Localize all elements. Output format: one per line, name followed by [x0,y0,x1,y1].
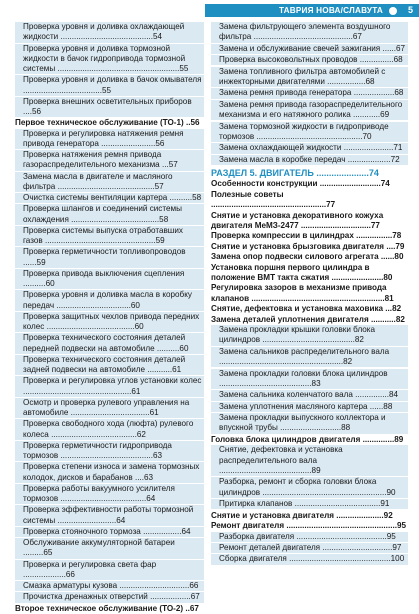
toc-entry-page: ...............68 [359,55,403,65]
toc-heading-entry [15,604,204,614]
toc-entry-page: ...................72 [347,154,400,164]
toc-entry [15,247,204,268]
toc-entry [15,193,204,203]
toc-entry-title: Полезные советы [211,189,284,199]
toc-entry-title: Проверка привода выключения сцепления [23,268,185,278]
toc-entry-title: Прочистка дренажных отверстий [23,592,148,602]
toc-entry-title: Осмотр и проверка рулевого управления на автомобиле [23,397,190,417]
toc-entry-title: Разборка, ремонт и сборка головки блока цилиндров [219,477,377,497]
toc-entry-page: ...57 [161,160,178,170]
page-number: 5 [407,5,413,15]
toc-entry-title: Очистка системы вентиляции картера [23,193,168,202]
toc-entry-title: Проверка системы выпуска отработавших газов [23,225,183,245]
toc-entry [15,172,204,193]
toc-entry-page: ...................................61 [70,408,159,417]
toc-entry-title: Проверка герметичности топливопроводов [23,247,186,257]
toc-entry-page: ...........82 [370,314,405,324]
toc-entry [15,44,204,75]
toc-entry [15,97,204,118]
toc-entry-page: .................................................95 [286,521,407,531]
toc-entry [211,445,408,476]
toc-entry-title: Проверка и регулировка света фар [23,559,157,569]
toc-entry-title: Замена сальников распределительного вала [219,346,390,356]
toc-entry-title: Проверка свободного хода (люфта) рулевого колеса [23,419,194,439]
toc-entry-page: ...................66 [23,569,75,579]
toc-entry-page: ...........................................................81 [251,293,394,303]
toc-entry [15,505,204,526]
toc-entry-page: ...82 [385,304,402,314]
toc-heading-entry [211,211,408,232]
toc-entry-title: Притирка клапанов [219,499,293,509]
toc-entry-page: ..................67 [150,592,200,602]
toc-entry [211,22,408,43]
toc-entry-title: Замена сальника коленчатого вала [219,390,353,400]
toc-entry-title: Установка поршня первого цилиндра в положение ВМТ такта сжатия [211,262,370,282]
toc-entry-title: Головка блока цилиндров двигателя [211,434,361,444]
toc-entry-title: Проверка высоковольтных проводов [219,55,358,65]
toc-entry-page: ...........61 [147,365,182,374]
toc-column-right [211,22,408,566]
running-header-title: ТАВРИЯ НОВА/СЛАВУТА [278,6,383,15]
toc-entry-page: .......................................58 [71,214,169,224]
toc-entry [211,55,408,65]
toc-heading-entry [211,304,408,314]
toc-entry [211,477,408,498]
toc-heading-entry [211,263,408,284]
toc-entry-title: Проверка уровня и доливка в бачок омывателя [23,75,202,85]
toc-entry-page: ............69 [353,110,390,120]
toc-entry-title: Снятие, дефектовка и установка маховика [211,304,384,314]
toc-entry-page: .................................60 [56,300,140,310]
toc-entry-page: .........................................54 [60,32,163,42]
toc-entry-page: .........................................63 [60,451,163,460]
toc-entry-page: ......................71 [343,143,403,153]
toc-entry [15,333,204,354]
toc-entry [15,290,204,311]
toc-heading-entry [211,252,408,262]
toc-entry-page: ...........................74 [319,179,390,189]
toc-entry-title: Смазка арматуры кузова [23,581,118,590]
toc-section-heading [211,166,408,179]
toc-entry-page: ..........60 [156,343,189,353]
toc-entry [15,592,204,602]
toc-entry-page: ......................................91 [294,499,390,509]
toc-entry-title: Проверка уровня и доливка масла в коробку передач [23,290,192,310]
toc-entry-title: Замена прокладки головки блока цилиндров [219,368,388,378]
toc-entry-page: ......67 [382,43,406,53]
toc-entry-page: .........................................83 [219,378,321,388]
toc-entry-title: Замена опор подвески силового агрегата [211,252,379,262]
toc-entry-page: ...................................................77 [211,200,336,210]
toc-entry [211,369,408,390]
toc-entry-title: Обслуживание аккумуляторной батареи [23,538,175,547]
toc-entry-page: .........................................89 [219,465,321,475]
toc-entry-page: .................64 [143,526,191,536]
toc-entry [15,484,204,505]
toc-entry-title: Замена уплотнения масляного картера [219,401,368,411]
toc-entry [211,325,408,346]
toc-entry-page: .......................................................82 [219,357,353,367]
toc-entry-page: ...................................55 [23,85,112,95]
toc-entry [15,527,204,537]
toc-entry-page: ...........................88 [280,423,351,433]
toc-entry [15,376,204,397]
toc-entry [211,88,408,98]
toc-entry-title: Проверка защитных чехлов привода передних колес [23,311,200,331]
toc-entry-title: Замена ремня привода генератора [219,88,352,98]
toc-entry-page: ....63 [134,472,154,482]
toc-entry-title: Замена ремня привода газораспределительного механизма и его натяжного ролика [219,99,403,120]
toc-entry-page: ..........60 [23,279,55,288]
toc-entry-title: Проверка компрессии в цилиндрах [211,231,354,241]
toc-entry-page: .......................................................90 [262,487,396,497]
toc-entry-title: Первое техническое обслуживание (ТО-1) [15,118,184,128]
toc-entry [15,226,204,247]
toc-entry-page: ....79 [386,241,405,251]
toc-heading-entry [211,242,408,252]
toc-entry-title: Проверка и регулировка углов установки колес [23,376,202,386]
toc-entry-title: Проверка и регулировка натяжения ремня привода генератора [23,128,184,148]
toc-entry [211,499,408,509]
toc-entry-page: .............................................100 [289,554,405,564]
toc-entry-page: ................................................61 [23,386,141,396]
toc-entry-title: Снятие и установка брызговика двигателя [211,241,385,251]
toc-entry-title: Проверка технического состояния деталей задней подвески на автомобиле [23,354,186,374]
toc-entry [15,538,204,559]
toc-heading-entry [211,521,408,531]
toc-entry-title: Проверка стояночного тормоза [23,526,141,536]
toc-heading-entry [15,118,204,128]
toc-entry-page: .......................80 [331,273,393,282]
toc-entry-page: ...............................97 [322,542,402,552]
toc-entry-title: Проверка герметичности гидропривода тормозов [23,440,172,460]
toc-entry-title: Ремонт деталей двигателя [219,542,321,552]
toc-entry-page: ....56 [23,107,42,116]
toc-entry-page: .................68 [327,76,375,86]
toc-entry [15,22,204,43]
toc-entry-page: ..56 [186,118,200,128]
toc-entry-title: Проверка внешних осветительных приборов [23,96,192,106]
toc-entry [15,75,204,96]
toc-entry [211,554,408,564]
toc-entry [211,44,408,54]
toc-entry-title: Снятие и установка декоративного кожуха двигателя МеМЗ-2477 [211,210,384,230]
toc-entry-page: ...........................................57 [57,181,164,191]
toc-entry-page: ...............................................70 [256,131,372,141]
toc-entry-page: ......................................64 [60,494,156,503]
toc-entry-title: Проверка степени износа и замена тормозных колодок, дисков и барабанов [23,462,200,482]
toc-entry-page: ..........58 [169,193,202,202]
toc-heading-entry [211,511,408,521]
toc-entry-title: Проверка уровня и доливка тормозной жидкости в бачок гидропривода тормозной системы [23,43,186,73]
toc-entry [211,532,408,542]
toc-entry-page: ........................56 [101,138,165,148]
bullet-dot-icon [389,7,397,15]
toc-entry [211,402,408,412]
toc-entry-title: Замена прокладки выпускного коллектора и впускной трубы [219,413,386,433]
toc-entry-title: Проверка технического состояния деталей передней подвески на автомобиле [23,333,186,353]
toc-heading-entry [211,179,408,189]
toc-entry [211,122,408,143]
toc-entry-title: Регулировка зазоров в механизме привода клапанов [211,283,387,303]
toc-entry-page: ..................68 [353,88,404,98]
toc-entry [211,413,408,434]
toc-entry-page: ..67 [185,603,199,613]
toc-entry [211,100,408,121]
toc-heading-entry [211,315,408,325]
toc-entry [15,419,204,440]
toc-entry [15,398,204,419]
toc-entry [211,155,408,165]
toc-entry-title: Проверка шлангов и соединений системы охлаждения [23,204,182,224]
toc-entry-page: .........65 [23,548,53,558]
toc-entry [15,150,204,171]
toc-entry-title: Снятие и установка двигателя [211,510,335,520]
toc-entry-page: ...............................66 [119,581,199,590]
toc-entry-page: .................................................59 [44,236,165,245]
toc-entry-page: ..............89 [362,434,404,444]
toc-entry-page: ................78 [356,231,402,241]
toc-entry-page: ..........................64 [57,515,126,525]
running-header [205,4,419,17]
toc-column-left [15,22,204,613]
toc-heading-entry [211,283,408,304]
toc-heading-entry [211,435,408,445]
toc-heading-entry [211,231,408,241]
toc-entry-page: ......59 [23,257,46,267]
toc-entry [15,312,204,333]
toc-entry-title: Замена охлаждающей жидкости [219,143,342,153]
toc-entry [211,347,408,368]
toc-entry-title: РАЗДЕЛ 5. ДВИГАТЕЛЬ [211,168,314,179]
toc-entry-title: Замена масла в двигателе и масляного фильтра [23,171,173,191]
toc-entry-page: .....................92 [336,510,393,520]
toc-entry-page: .......................................60 [46,322,144,331]
toc-entry-page: ......80 [380,252,404,262]
toc-entry [15,204,204,225]
toc-entry [211,67,408,88]
toc-entry-title: Замена и обслуживание свечей зажигания [219,43,381,53]
toc-entry [15,355,204,376]
toc-entry-page: .....................74 [316,168,379,179]
toc-entry-title: Сборка двигателя [219,554,287,564]
toc-entry-title: Замена фильтрующего элемента воздушного фильтра [219,22,391,42]
toc-entry [15,269,204,290]
toc-entry-page: ...............84 [355,390,399,400]
toc-entry-page: .........................................82 [262,335,364,345]
toc-entry [211,390,408,400]
toc-entry-title: Проверка натяжения ремня привода газораспределительного механизма [23,150,162,170]
toc-entry-title: Замена прокладки крышки головки блока цилиндров [219,325,376,345]
toc-entry [211,543,408,553]
toc-entry-title: Разборка двигателя [219,531,295,541]
toc-entry [15,129,204,150]
toc-entry [15,462,204,483]
toc-entry [211,143,408,153]
toc-entry-title: Замена масла в коробке передач [219,154,346,164]
toc-entry-page: ...............................77 [300,220,380,230]
toc-entry-title: Проверка эффективности работы тормозной системы [23,505,194,525]
toc-entry-title: Ремонт двигателя [211,521,285,531]
toc-entry [15,581,204,591]
toc-entry-page: ......88 [369,401,393,411]
toc-heading-entry [211,190,408,211]
toc-entry [15,441,204,462]
toc-entry-title: Проверка уровня и доливка охлаждающей жидкости [23,22,185,42]
toc-entry-title: Замена тормозной жидкости в гидроприводе тормозов [219,121,389,141]
toc-entry-title: Замена топливного фильтра автомобилей с инжекторными двигателями [219,66,386,86]
toc-entry-title: Замена деталей уплотнения двигателя [211,314,369,324]
toc-entry-title: Особенности конструкции [211,179,318,189]
toc-entry-title: Второе техническое обслуживание (ТО-2) [15,603,184,613]
toc-entry-page: ........................................95 [296,531,396,541]
toc-entry-title: Снятие, дефектовка и установка распределительного вала [219,445,343,465]
toc-entry-page: ......................................................55 [57,64,189,73]
toc-entry-page: ............................................67 [253,32,362,42]
toc-entry-title: Проверка работы вакуумного усилителя тормозов [23,483,175,503]
toc-entry-page: ......................................62 [51,429,146,439]
